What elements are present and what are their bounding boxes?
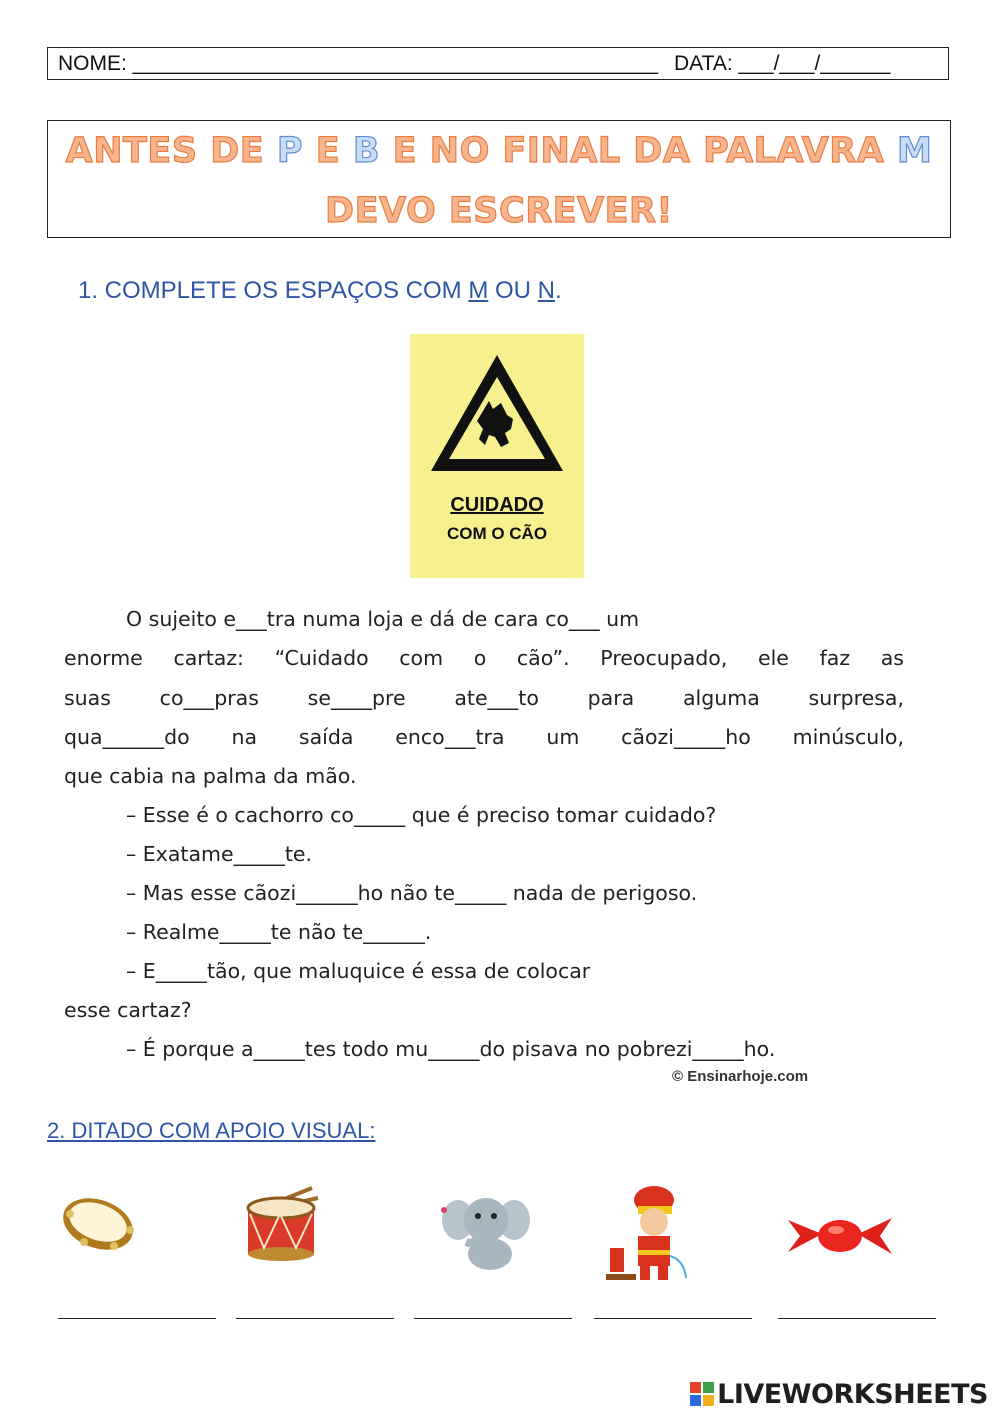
question-1-heading: 1. COMPLETE OS ESPAÇOS COM M OU N. [78,277,562,304]
title-box [47,120,951,238]
logo-squares-icon [690,1382,714,1406]
candy-icon [786,1212,894,1260]
answer-line-1[interactable] [58,1318,216,1319]
tambourine-icon [58,1192,138,1256]
sign-line-1: CUIDADO [450,494,544,516]
story-line: – Mas esse cãozi______ho não te_____ nada de perigoso. [126,881,698,905]
story-line: que cabia na palma da mão. [64,764,357,788]
story-line: enorme cartaz: “Cuidado com o cão”. Preocupado, ele faz as [64,646,904,670]
story-line: – Esse é o cachorro co_____ que é preciso tomar cuidado? [126,803,717,827]
story-line: esse cartaz? [64,998,192,1022]
date-label: DATA: ___/___/______ [674,52,891,75]
story-line: O sujeito e___tra numa loja e dá de cara co___ um [126,607,640,631]
answer-line-5[interactable] [778,1318,936,1319]
question-2-heading: 2. DITADO COM APOIO VISUAL: [47,1118,376,1143]
warning-sign [410,334,584,578]
title-line-2: DEVO ESCREVER! [325,191,673,231]
story-line: – Exatame_____te. [126,842,313,866]
answer-line-2[interactable] [236,1318,394,1319]
answer-line-4[interactable] [594,1318,752,1319]
answer-line-3[interactable] [414,1318,572,1319]
elephant-icon [436,1186,536,1276]
story-line: – Realme_____te não te______. [126,920,432,944]
dog-warning-icon [427,349,567,477]
title-line-1: ANTES DE P E B E NO FINAL DA PALAVRA M [65,131,933,171]
copyright: © Ensinarhoje.com [672,1068,809,1085]
story-line: – E_____tão, que maluquice é essa de colocar [126,959,591,983]
story-line: – É porque a_____tes todo mu_____do pisava no pobrezi_____ho. [126,1037,776,1061]
firefighter-icon [604,1178,696,1284]
header-box [47,47,949,80]
liveworksheets-logo: LIVEWORKSHEETS [690,1379,988,1410]
sign-line-2: COM O CÃO [446,524,548,543]
name-label: NOME: _____________________________________________ [58,52,659,75]
drum-icon [242,1186,322,1262]
story-line: suas co___pras se____pre ate___to para alguma surpresa, [64,686,904,710]
story-line: qua______do na saída enco___tra um cãozi_____ho minúsculo, [64,725,904,749]
